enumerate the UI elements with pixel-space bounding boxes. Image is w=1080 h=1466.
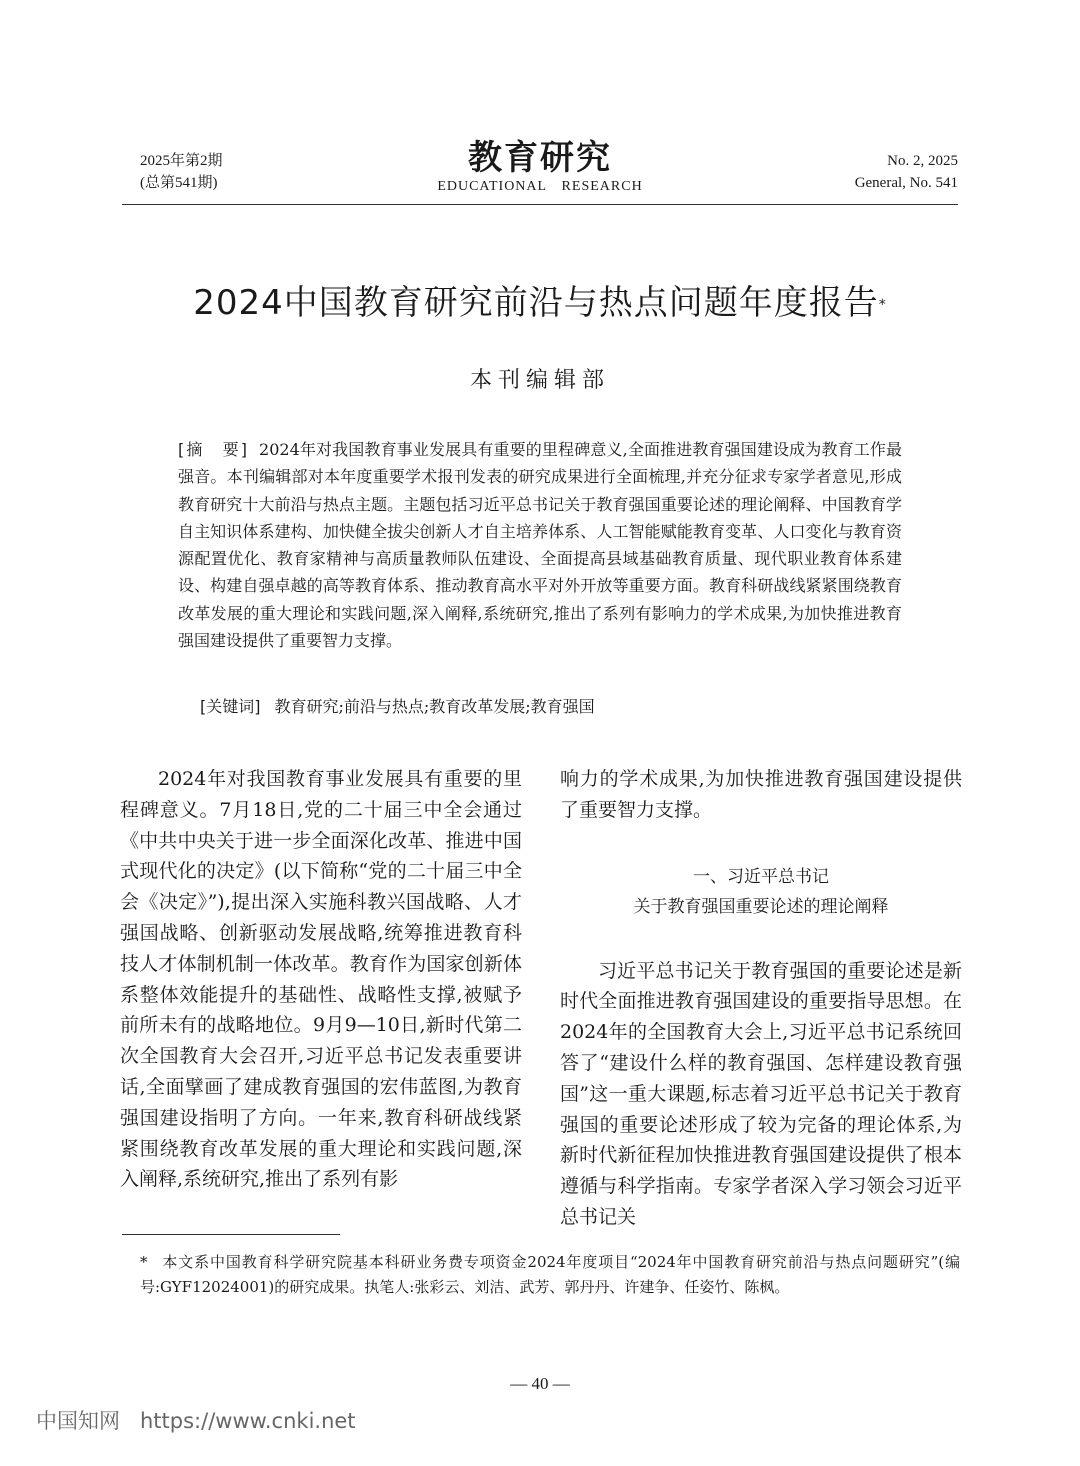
total-issue-en: General, No. 541 xyxy=(854,175,958,191)
body-column-right xyxy=(560,764,962,1233)
journal-name-en: EDUCATIONAL RESEARCH xyxy=(437,179,643,194)
footnote-mark: * xyxy=(140,1253,148,1271)
section-heading-line2: 关于教育强国重要论述的理论阐释 xyxy=(633,896,889,917)
section-heading-line1: 一、习近平总书记 xyxy=(693,866,829,887)
keywords-text: 教育研究;前沿与热点;教育改革发展;教育强国 xyxy=(274,697,595,716)
title-footnote-mark: * xyxy=(878,297,887,313)
watermark-site: 中国知网 xyxy=(36,1409,120,1433)
body-paragraph: 习近平总书记关于教育强国的重要论述是新时代全面推进教育强国建设的重要指导思想。在2024年的全国教育大会上,习近平总书记系统回答了“建设什么样的教育强国、怎样建设教育强国”这一重大课题,标志着习近平总书记关于教育强国的重要论述形成了较为完备的理论体系,为新时代新征程加快推进教育强国建设提供了根本遵循与科学指南。专家学者深入学习领会习近平总书记关 xyxy=(560,959,962,1228)
article-author: 本刊编辑部 xyxy=(469,368,610,393)
issue-info-en xyxy=(855,150,958,194)
footnote-text: 本文系中国教育科学研究院基本科研业务费专项资金2024年度项目“2024年中国教育研究前沿与热点问题研究”(编号:GYF12024001)的研究成果。执笔人:张彩云、刘洁、武芳、郭丹丹、许建争、任姿竹、陈枫。 xyxy=(140,1253,960,1296)
journal-logo xyxy=(420,138,660,196)
watermark-url: https://www.cnki.net xyxy=(140,1409,356,1433)
footnote-rule xyxy=(122,1234,340,1235)
section-heading xyxy=(560,862,962,922)
issue-info-cn xyxy=(140,150,223,194)
issue-en: No. 2, 2025 xyxy=(887,153,958,169)
article-title xyxy=(0,280,1080,326)
keywords-label: [关键词] xyxy=(200,697,261,716)
title-text: 2024中国教育研究前沿与热点问题年度报告 xyxy=(193,283,879,323)
abstract-text: 2024年对我国教育事业发展具有重要的里程碑意义,全面推进教育强国建设成为教育工作最强音。本刊编辑部对本年度重要学术报刊发表的研究成果进行全面梳理,并充分征求专家学者意见,形成教育研究十大前沿与热点主题。主题包括习近平总书记关于教育强国重要论述的理论阐释、中国教育学自主知识体系建构、加快健全拔尖创新人才自主培养体系、人工智能赋能教育变革、人口变化与教育资源配置优化、教育家精神与高质量教师队伍建设、全面提高县域基础教育质量、现代职业教育体系建设、构建自强卓越的高等教育体系、推动教育高水平对外开放等重要方面。教育科研战线紧紧围绕教育改革发展的重大理论和实践问题,深入阐释,系统研究,推出了系列有影响力的学术成果,为加快推进教育强国建设提供了重要智力支撑。 xyxy=(178,440,902,651)
body-paragraph-continued: 响力的学术成果,为加快推进教育强国建设提供了重要智力支撑。 xyxy=(560,768,962,821)
page-number: — 40 — xyxy=(510,1374,570,1393)
abstract-label: [摘 要] xyxy=(178,440,250,459)
footnote xyxy=(140,1250,960,1300)
body-paragraph: 2024年对我国教育事业发展具有重要的里程碑意义。7月18日,党的二十届三中全会通过《中共中央关于进一步全面深化改革、推进中国式现代化的决定》(以下简称“党的二十届三中全会《决定》”),提出深入实施科教兴国战略、人才强国战略、创新驱动发展战略,统筹推进教育科技人才体制机制一体改革。教育作为国家创新体系整体效能提升的基础性、战略性支撑,被赋予前所未有的战略地位。9月9—10日,新时代第二次全国教育大会召开,习近平总书记发表重要讲话,全面擘画了建成教育强国的宏伟蓝图,为教育强国建设指明了方向。一年来,教育科研战线紧紧围绕教育改革发展的重大理论和实践问题,深入阐释,系统研究,推出了系列有影 xyxy=(120,768,522,1191)
journal-name-cn: 教育研究 xyxy=(468,138,612,178)
cnki-watermark xyxy=(36,1406,356,1436)
issue-cn: 2025年第2期 xyxy=(140,153,223,169)
keywords xyxy=(200,694,900,720)
header-rule xyxy=(122,204,958,205)
total-issue-cn: (总第541期) xyxy=(140,175,218,191)
body-column-left xyxy=(120,764,522,1195)
abstract xyxy=(178,436,902,654)
